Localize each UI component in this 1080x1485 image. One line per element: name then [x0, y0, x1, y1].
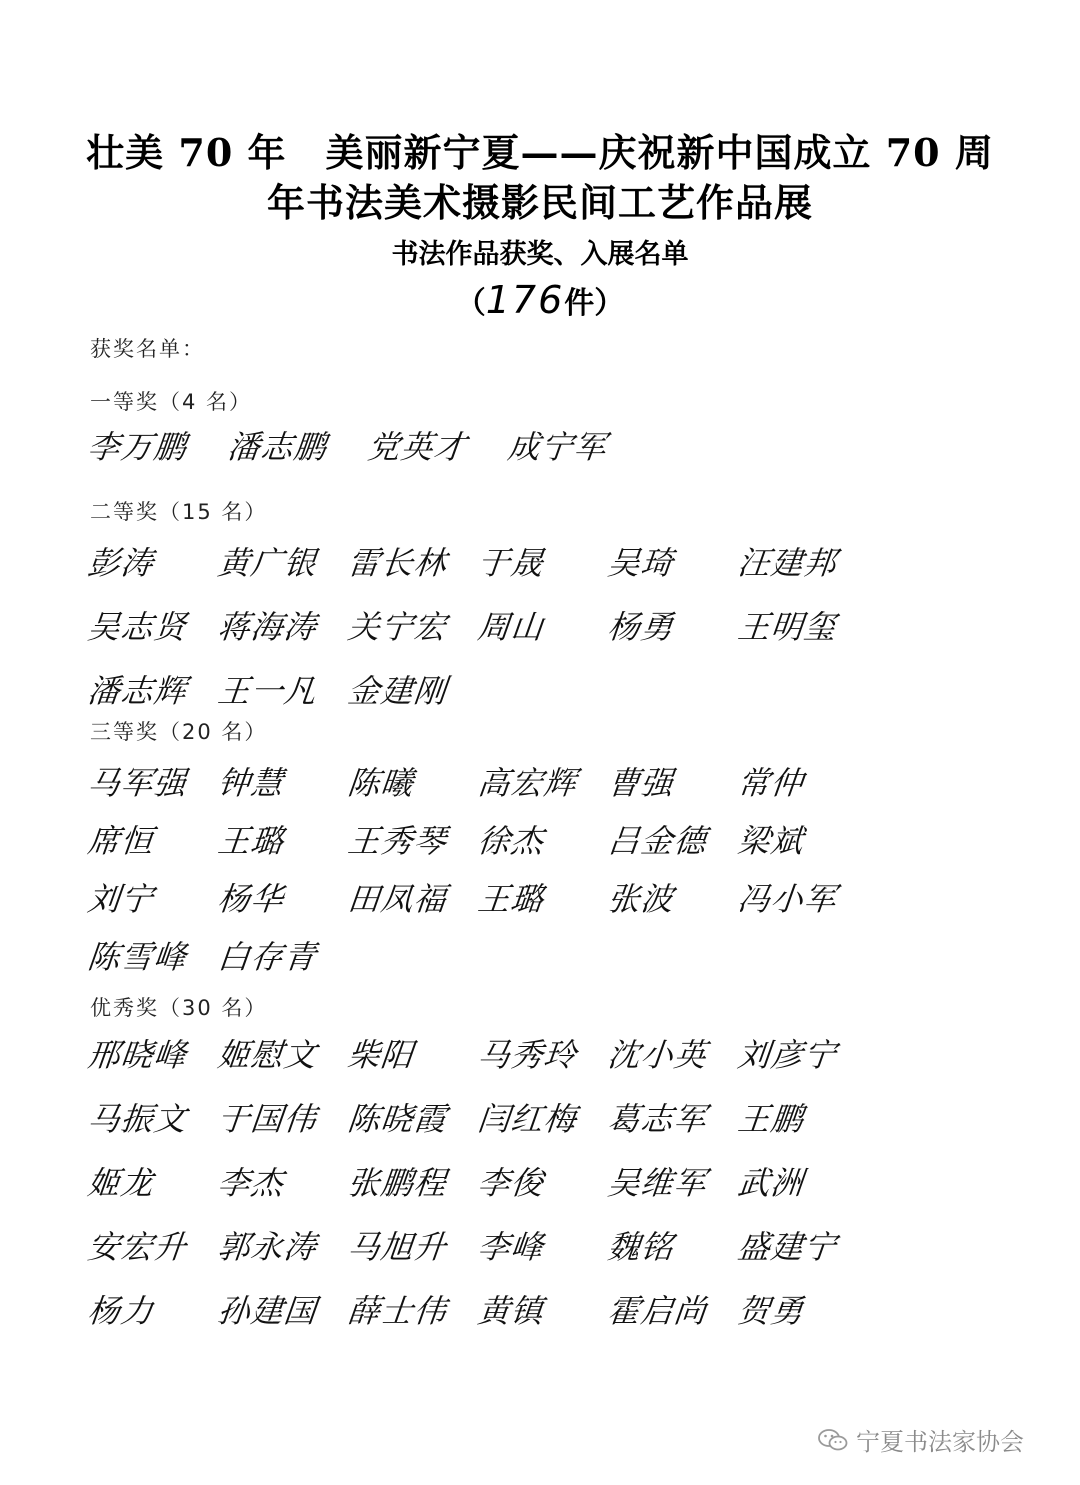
- excellent-prize-names: [85, 1030, 868, 1332]
- awardee-name: 李峰: [475, 1228, 546, 1266]
- awardee-name: 席恒: [85, 822, 156, 860]
- awardee-name: 杨力: [85, 1292, 156, 1330]
- awardee-name: 葛志军: [605, 1100, 709, 1138]
- awardee-name: 黄广银: [215, 544, 319, 582]
- awardee-name: 田凤福: [345, 880, 449, 918]
- first-prize-label: 一等奖（4 名）: [90, 390, 253, 414]
- awardee-name: 郭永涛: [215, 1228, 319, 1266]
- awardee-name: 刘宁: [85, 880, 156, 918]
- awardee-name: 高宏辉: [475, 764, 579, 802]
- awardee-name: 常仲: [735, 764, 806, 802]
- awardee-name: 王一凡: [215, 672, 319, 710]
- awardee-name: 杨华: [215, 880, 286, 918]
- awardee-name: 武洲: [735, 1164, 806, 1202]
- awardee-name: 魏铭: [605, 1228, 676, 1266]
- awardee-name: 于晟: [475, 544, 546, 582]
- document-title-line-2: 年书法美术摄影民间工艺作品展: [266, 180, 813, 225]
- awardee-name: 吴维军: [605, 1164, 709, 1202]
- count-handwritten: 176: [485, 278, 565, 322]
- awardee-name: 白存青: [215, 938, 319, 976]
- watermark: [818, 1422, 1024, 1457]
- awardee-name: 黄镇: [475, 1292, 546, 1330]
- awardee-name: 王明玺: [735, 608, 839, 646]
- second-prize-label: 二等奖（15 名）: [90, 500, 268, 524]
- awardee-name: 潘志鹏: [225, 428, 329, 466]
- awardee-name: 关宁宏: [345, 608, 449, 646]
- awardee-name: 贺勇: [735, 1292, 806, 1330]
- document-title-line-1: 壮美 70 年 美丽新宁夏——庆祝新中国成立 70 周: [86, 130, 994, 175]
- third-prize-label: 三等奖（20 名）: [90, 720, 268, 744]
- awardee-name: 王璐: [475, 880, 546, 918]
- awardee-name: 马军强: [85, 764, 189, 802]
- awardee-name: 汪建邦: [735, 544, 839, 582]
- awardee-name: 王鹏: [735, 1100, 806, 1138]
- second-prize-names: [85, 538, 868, 712]
- awardee-name: 薛士伟: [345, 1292, 449, 1330]
- awardee-name: 陈雪峰: [85, 938, 189, 976]
- awardee-name: 吕金德: [605, 822, 709, 860]
- awardee-name: 孙建国: [215, 1292, 319, 1330]
- awardee-name: 姬龙: [85, 1164, 156, 1202]
- count-open: （: [455, 286, 486, 321]
- wechat-icon: [818, 1428, 848, 1452]
- awardee-name: 安宏升: [85, 1228, 189, 1266]
- awardee-name: 周山: [475, 608, 546, 646]
- awardee-name: 金建刚: [345, 672, 449, 710]
- awardee-name: 李俊: [475, 1164, 546, 1202]
- awardee-name: 李万鹏: [85, 428, 189, 466]
- awardee-name: 马秀玲: [475, 1036, 579, 1074]
- awardee-name: 吴琦: [605, 544, 676, 582]
- awardee-name: 霍启尚: [605, 1292, 709, 1330]
- awardee-name: 吴志贤: [85, 608, 189, 646]
- awardee-name: 王秀琴: [345, 822, 449, 860]
- awardee-name: 李杰: [215, 1164, 286, 1202]
- awardee-name: 雷长林: [345, 544, 449, 582]
- awardee-name: 马旭升: [345, 1228, 449, 1266]
- awardee-name: 盛建宁: [735, 1228, 839, 1266]
- section-heading: 获奖名单：: [90, 337, 205, 361]
- awardee-name: 党英才: [365, 428, 469, 466]
- awardee-name: 钟慧: [215, 764, 286, 802]
- awardee-name: 闫红梅: [475, 1100, 579, 1138]
- document-subtitle: 书法作品获奖、入展名单: [391, 239, 689, 270]
- awardee-name: 姬慰文: [215, 1036, 319, 1074]
- awardee-name: 陈晓霞: [345, 1100, 449, 1138]
- awardee-name: 王璐: [215, 822, 286, 860]
- awardee-name: 邢晓峰: [85, 1036, 189, 1074]
- awardee-name: 杨勇: [605, 608, 676, 646]
- awardee-name: 蒋海涛: [215, 608, 319, 646]
- first-prize-names: [85, 422, 868, 468]
- awardee-name: 成宁军: [505, 428, 609, 466]
- awardee-name: 曹强: [605, 764, 676, 802]
- awardee-name: 张波: [605, 880, 676, 918]
- awardee-name: 徐杰: [475, 822, 546, 860]
- awardee-name: 张鹏程: [345, 1164, 449, 1202]
- third-prize-names: [85, 758, 868, 978]
- watermark-text: 宁夏书法家协会: [856, 1428, 1024, 1456]
- awardee-name: 刘彦宁: [735, 1036, 839, 1074]
- awardee-name: 马振文: [85, 1100, 189, 1138]
- awardee-name: 陈曦: [345, 764, 416, 802]
- awardee-name: 于国伟: [215, 1100, 319, 1138]
- awardee-name: 冯小军: [735, 880, 839, 918]
- awardee-name: 柴阳: [345, 1036, 416, 1074]
- excellent-prize-label: 优秀奖（30 名）: [90, 996, 268, 1020]
- entry-count: [0, 278, 1080, 322]
- awardee-name: 彭涛: [85, 544, 156, 582]
- awardee-name: 沈小英: [605, 1036, 709, 1074]
- awardee-name: 梁斌: [735, 822, 806, 860]
- awardee-name: 潘志辉: [85, 672, 189, 710]
- count-close: 件）: [564, 286, 625, 321]
